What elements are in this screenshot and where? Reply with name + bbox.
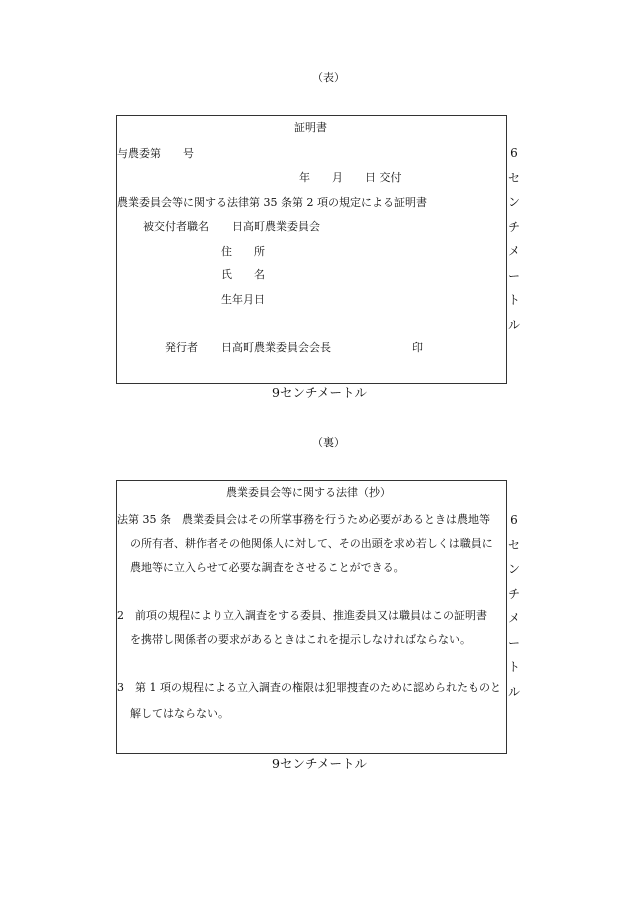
- issuer-label: 発行者: [165, 341, 198, 354]
- height-char: 6: [510, 513, 518, 527]
- back-height-label: [504, 508, 524, 704]
- certificate-number-line: 与農委第 号: [117, 147, 194, 160]
- front-heading: （表）: [312, 71, 345, 84]
- height-char: ト: [507, 293, 520, 307]
- name-label: 氏 名: [221, 268, 265, 281]
- height-char: ー: [507, 268, 520, 283]
- height-char: メ: [507, 244, 520, 258]
- back-heading: （裏）: [312, 436, 345, 449]
- paragraph-3-line: 解してはならない。: [130, 707, 229, 720]
- front-width-label: 9センチメートル: [272, 385, 367, 400]
- paragraph-2-line: 2 前項の規程により立入調査をする委員、推進委員又は職員はこの証明書: [117, 609, 487, 622]
- height-char: ト: [507, 660, 520, 674]
- height-char: ン: [507, 195, 520, 209]
- back-law-title: 農業委員会等に関する法律（抄）: [226, 486, 391, 499]
- article-text-line: の所有者、耕作者その他関係人に対して、その出頭を求め若しくは職員に: [130, 537, 493, 550]
- seal-mark: 印: [412, 341, 423, 354]
- paragraph-3-line: 3 第 1 項の規程による立入調査の権限は犯罪捜査のために認められたものと: [117, 681, 501, 694]
- height-char: ン: [507, 562, 520, 576]
- issue-date-line: 年 月 日 交付: [299, 171, 402, 184]
- holder-position-value: 日高町農業委員会: [232, 220, 320, 233]
- back-width-label: 9センチメートル: [272, 756, 367, 771]
- article-text-line: 農地等に立入らせて必要な調査をさせることができる。: [130, 561, 405, 574]
- law-reference-line: 農業委員会等に関する法律第 35 条第 2 項の規定による証明書: [117, 196, 427, 209]
- article-text-line: 法第 35 条 農業委員会はその所掌事務を行うため必要があるときは農地等: [117, 513, 490, 526]
- front-certificate-title: 証明書: [294, 121, 327, 134]
- height-char: メ: [507, 611, 520, 625]
- height-char: ル: [507, 684, 520, 699]
- address-label: 住 所: [221, 245, 265, 258]
- issuer-value: 日高町農業委員会会長: [221, 341, 331, 354]
- height-char: セ: [507, 537, 520, 552]
- height-char: 6: [510, 146, 518, 160]
- front-height-label: [504, 141, 524, 337]
- birth-date-label: 生年月日: [221, 293, 265, 306]
- height-char: ー: [507, 635, 520, 650]
- height-char: ル: [507, 317, 520, 332]
- height-char: チ: [507, 586, 520, 601]
- height-char: セ: [507, 170, 520, 185]
- height-char: チ: [507, 219, 520, 234]
- paragraph-2-line: を携帯し関係者の要求があるときはこれを提示しなければならない。: [130, 633, 471, 646]
- holder-position-label: 被交付者職名: [143, 220, 209, 233]
